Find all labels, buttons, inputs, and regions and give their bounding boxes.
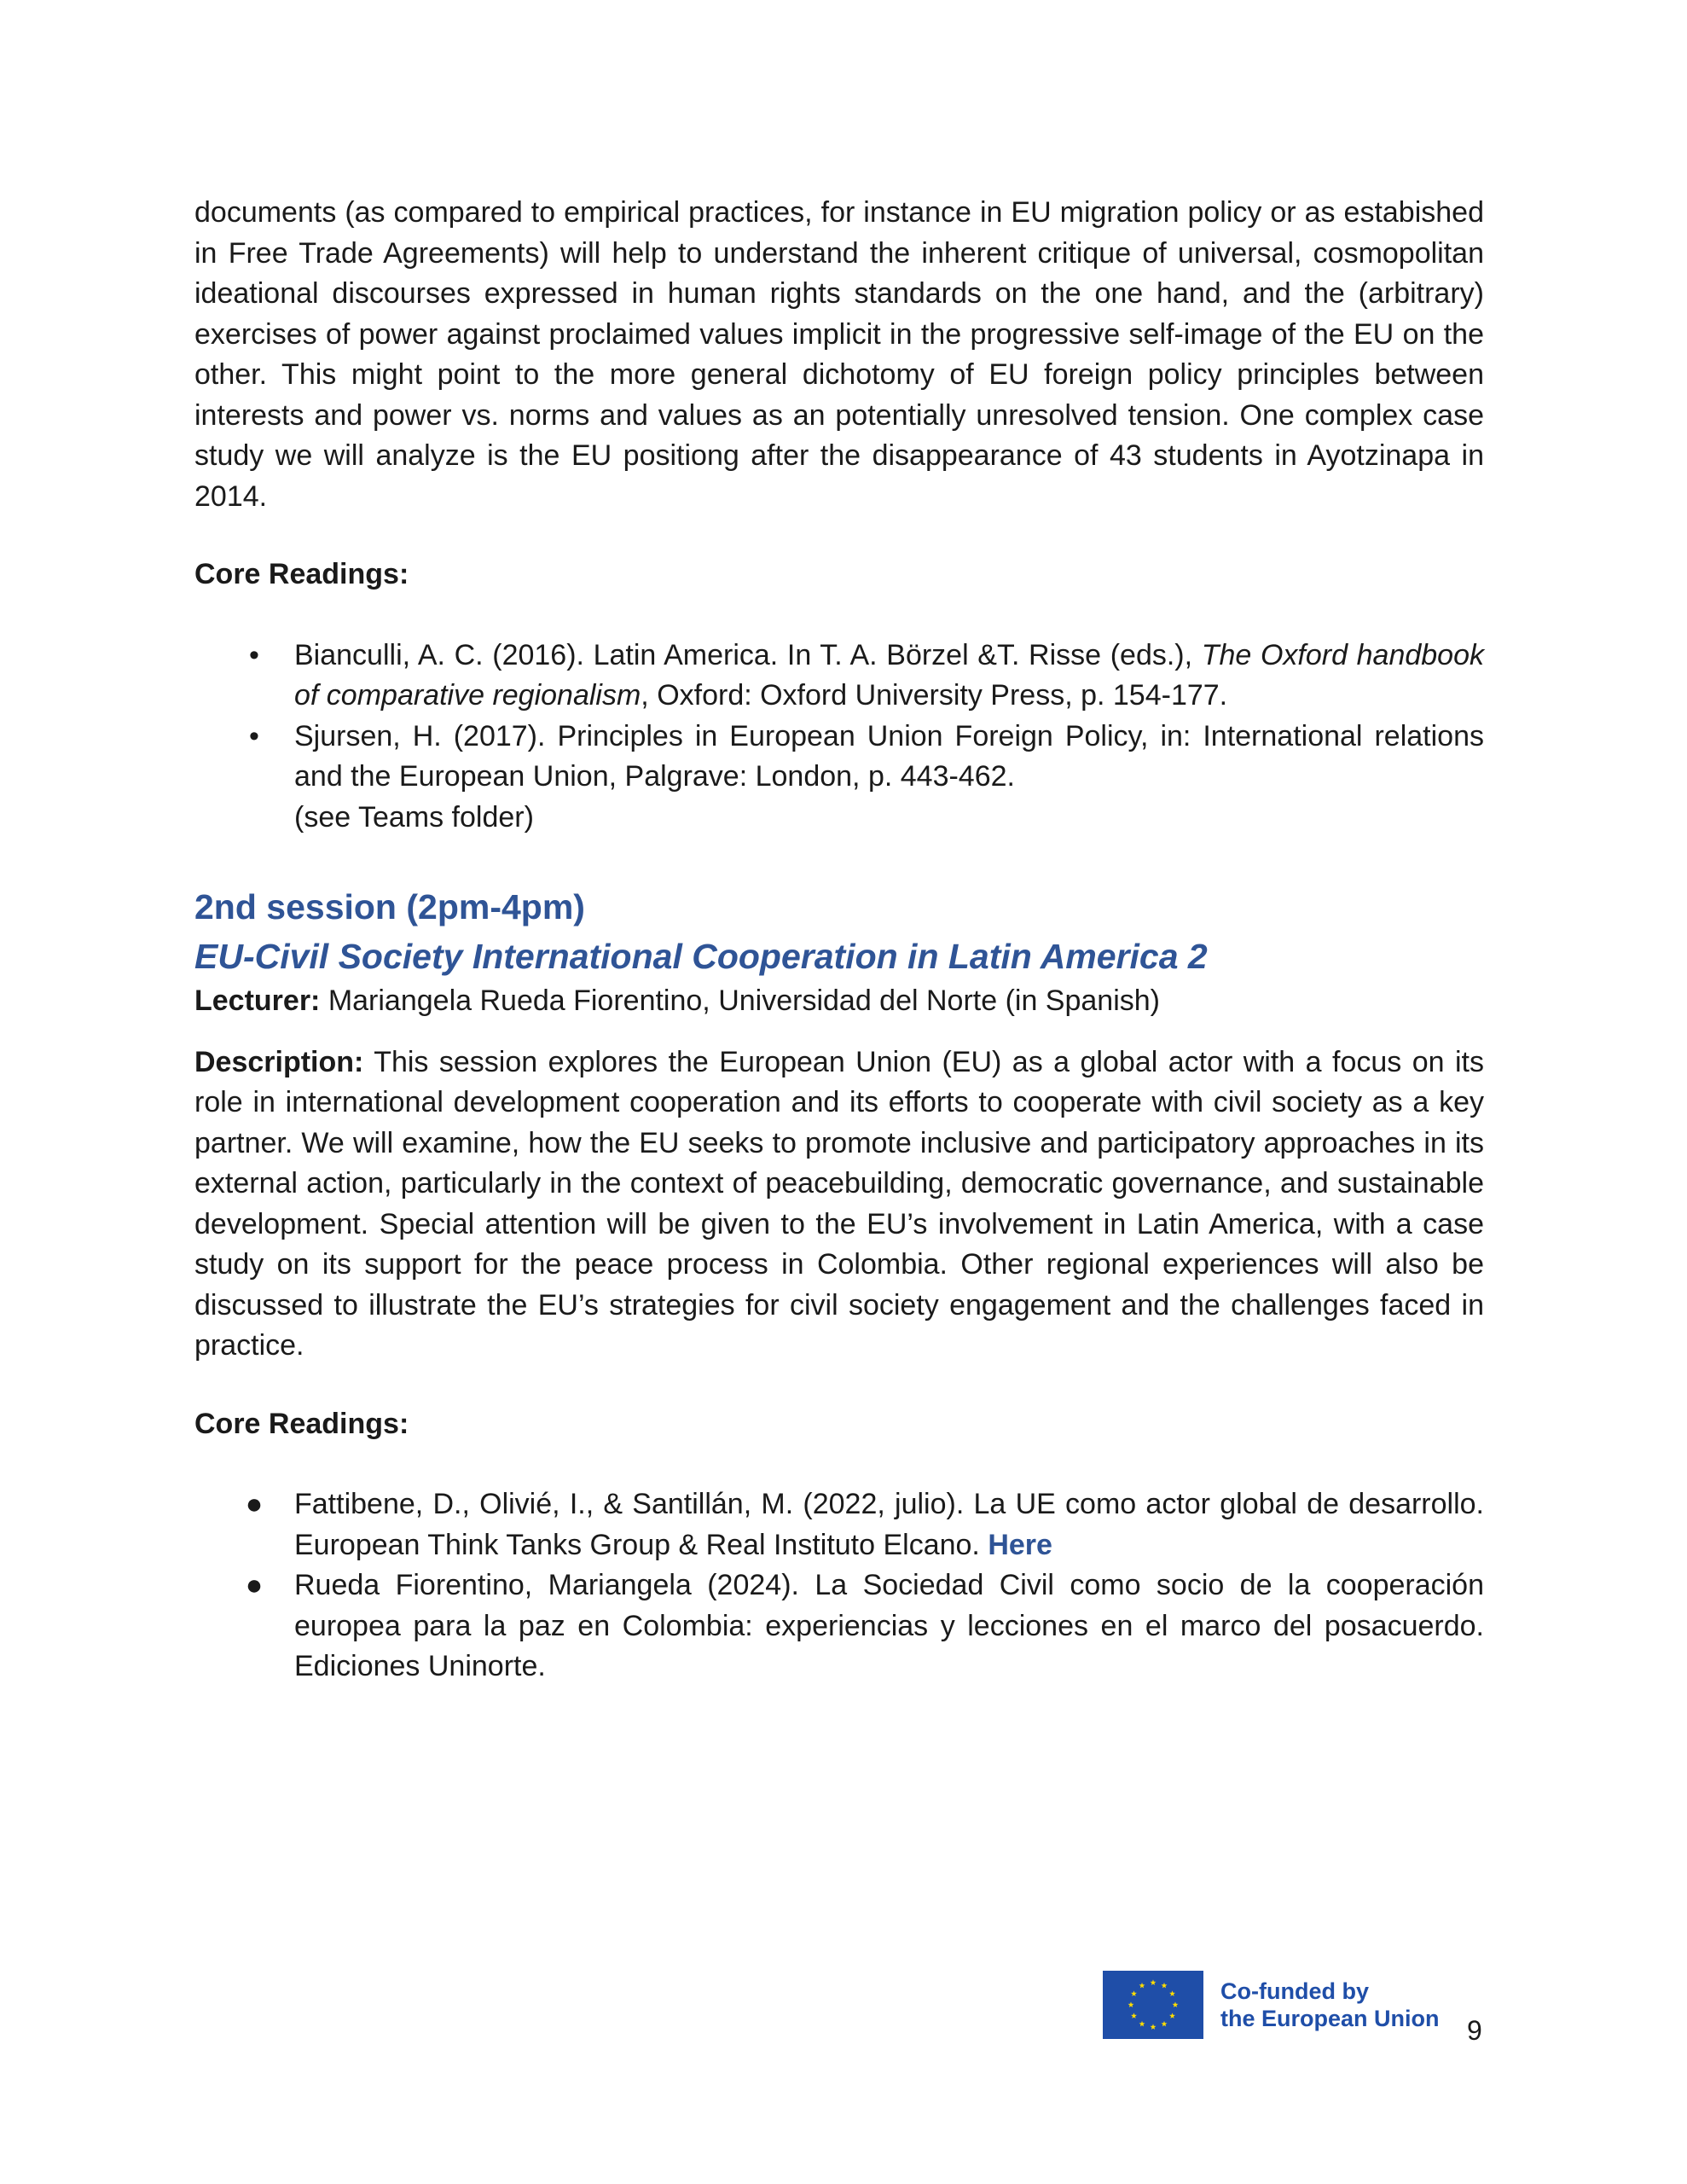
logo-line-2: the European Union xyxy=(1220,2006,1440,2031)
page-number: 9 xyxy=(1467,2015,1482,2046)
core-readings-list-1 xyxy=(194,636,1484,839)
session-subtitle: EU-Civil Society International Cooperation in Latin America 2 xyxy=(194,937,1208,976)
eu-star-icon xyxy=(1169,1990,1175,1996)
list-item xyxy=(194,1484,1484,1565)
logo-line-1: Co-funded by xyxy=(1220,1978,1369,2004)
core-readings-heading: Core Readings: xyxy=(194,1407,409,1440)
bullet-icon: ● xyxy=(245,1488,264,1520)
reference-text xyxy=(294,1484,1484,1565)
page-content xyxy=(194,193,1484,1687)
core-readings-list-2 xyxy=(194,1484,1484,1687)
eu-star-icon xyxy=(1131,1990,1137,1996)
reference-note: (see Teams folder) xyxy=(294,800,534,834)
eu-star-icon xyxy=(1173,2001,1179,2007)
description-paragraph xyxy=(194,1043,1484,1367)
session-title: 2nd session (2pm-4pm) xyxy=(194,887,585,926)
reference-book-title: The Oxford handbook of comparative regionalism xyxy=(294,638,1484,712)
eu-stars-icon xyxy=(1103,1971,1203,2039)
eu-caption xyxy=(1220,1978,1440,2032)
bullet-icon: • xyxy=(249,719,259,752)
list-item xyxy=(194,1565,1484,1687)
intro-paragraph: documents (as compared to empirical practices, for instance in EU migration policy or as estabished in Free Trade Agreements) will help to understand the inherent critique of universal, cosmopolitan ideational discourses expressed in human rights standards on the one hand, and the (arbitrary) exercises of power against proclaimed values implicit in the progressive self-image of the EU on the other. This might point to the more general dichotomy of EU foreign policy principles between interests and power vs. norms and values as an potentially unresolved tension. One complex case study we will analyze is the EU positiong after the disappearance of 43 students in Ayotzinapa in 2014. xyxy=(194,196,1484,513)
reference-citation: Fattibene, D., Olivié, I., & Santillán, M. (2022, julio). La UE como actor global de desarrollo. European Think Tanks Group & Real Instituto Elcano. xyxy=(294,1488,1484,1561)
description-text: This session explores the European Union (EU) as a global actor with a focus on its role in international development cooperation and its efforts to cooperate with civil society as a key partner. We will examine, how the EU seeks to promote inclusive and participatory approaches in its external action, particularly in the context of peacebuilding, democratic governance, and sustainable development. Special attention will be given to the EU’s involvement in Latin America, with a case study on its support for the peace process in Colombia. Other regional experiences will also be discussed to illustrate the EU’s strategies for civil society engagement and the challenges faced in practice. xyxy=(194,1045,1484,1362)
reference-text: Rueda Fiorentino, Mariangela (2024). La Sociedad Civil como socio de la cooperación europea para la paz en Colombia: experiencias y lecciones en el marco del posacuerdo. Ediciones Uninorte. xyxy=(294,1569,1484,1682)
bullet-icon: ● xyxy=(245,1569,264,1601)
eu-cofunded-logo xyxy=(1103,1971,1440,2039)
eu-flag-icon xyxy=(1103,1971,1203,2039)
eu-star-icon xyxy=(1139,2021,1145,2027)
description-label: Description: xyxy=(194,1045,364,1078)
reference-authors: Bianculli, A. C. (2016). Latin America. In T. A. Börzel &T. Risse (eds.), xyxy=(294,638,1202,671)
core-readings-heading: Core Readings: xyxy=(194,558,409,590)
here-link[interactable]: Here xyxy=(988,1528,1052,1561)
lecturer-line xyxy=(194,981,1484,1022)
lecturer-value: Mariangela Rueda Fiorentino, Universidad del Norte (in Spanish) xyxy=(320,985,1160,1017)
eu-star-icon xyxy=(1151,2024,1157,2030)
lecturer-label: Lecturer: xyxy=(194,985,321,1017)
eu-star-icon xyxy=(1131,2013,1137,2018)
reference-text xyxy=(294,636,1484,717)
reference-publisher: , Oxford: Oxford University Press, p. 154-177. xyxy=(641,679,1228,712)
eu-star-icon xyxy=(1162,2021,1168,2027)
list-item xyxy=(194,717,1484,839)
list-item xyxy=(194,636,1484,717)
eu-star-icon xyxy=(1151,1979,1157,1985)
bullet-icon: • xyxy=(249,638,259,671)
eu-star-icon xyxy=(1139,1983,1145,1989)
reference-text: Sjursen, H. (2017). Principles in European Union Foreign Policy, in: International relations and the European Union, Palgrave: London, p. 443-462. xyxy=(294,719,1484,793)
eu-star-icon xyxy=(1128,2001,1134,2007)
eu-star-icon xyxy=(1169,2013,1175,2018)
eu-star-icon xyxy=(1162,1983,1168,1989)
